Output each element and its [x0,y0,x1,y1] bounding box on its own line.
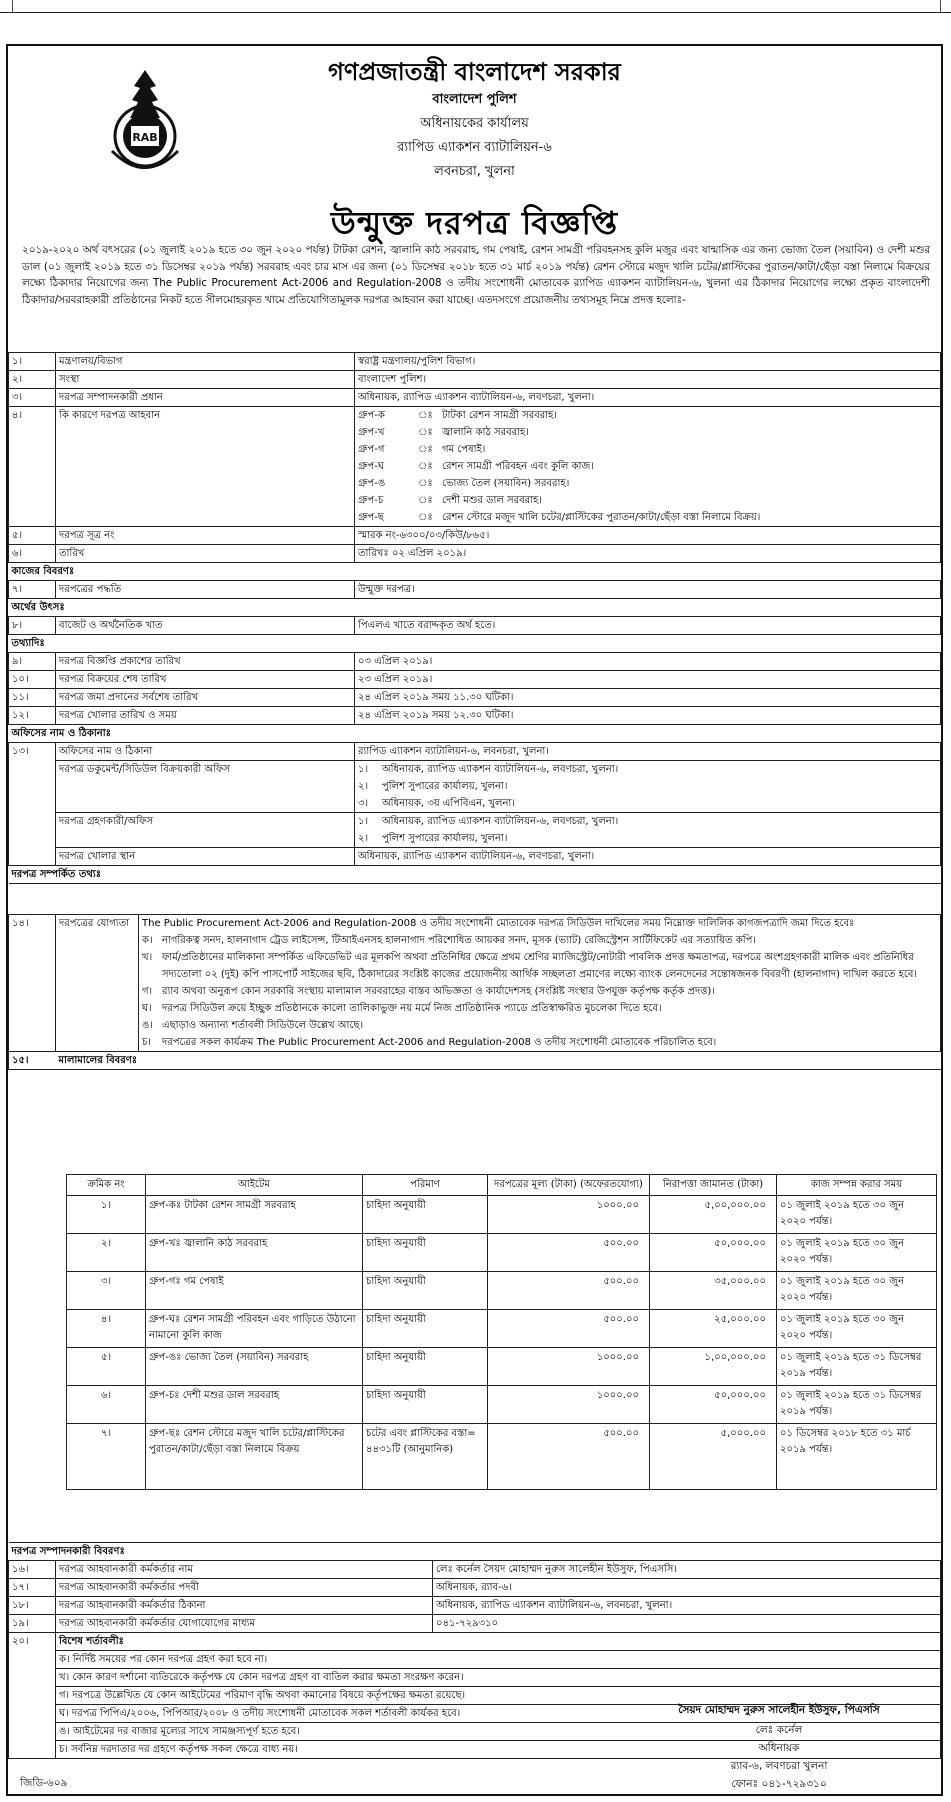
table-row: ১। মন্ত্রণালয়/বিভাগ স্বরাষ্ট্র মন্ত্রণালয়/পুলিশ বিভাগ। [9,353,941,371]
table-row: ৩। গ্রুপ-গঃ গম পেষাই চাহিদা অনুযায়ী ৫০০.০০ ৩৫,০০০.০০ ০১ জুলাই ২০১৯ হতে ৩০ জুন ২০২০ পর্যন্ত। [67,1272,937,1310]
table-row: দরপত্র খোলার স্থান অধিনায়ক, র‌্যাপিড এ্যাকশন ব্যাটালিয়ন-৬, লবণচরা, খুলনা। [9,848,941,866]
top-strip [12,0,941,12]
section-heading: কাজের বিবরণঃ [9,563,941,581]
table-row: ১। গ্রুপ-কঃ টাটকা রেশন সামগ্রী সরবরাহ চাহিদা অনুযায়ী ১০০০.০০ ৫,০০,০০০.০০ ০১ জুলাই ২০১৯ হতে ৩০ জুন ২০২০ পর্যন্ত। [67,1196,937,1234]
table-row: ১১। দরপত্র জমা প্রদানের সর্বশেষ তারিখ ২৪ এপ্রিল ২০১৯ সময় ১১.৩০ ঘটিকা। [9,689,941,707]
table-row: ৪। কি কারণে দরপত্র আহবান গ্রুপ-ক ঃ টাটকা রেশন সামগ্রী সরবরাহ। গ্রুপ-খ ঃ জ্বালানি কাঠ সরবরাহ। গ্রুপ-গ ঃ গম পেষাই। গ্রুপ-ঘ ঃ রেশন সামগ্রী পরিবহন এবং কুলি কাজ। গ্রুপ-ঙ ঃ ভোজ্য তৈল (সয়াবিন) সরবরাহ। গ্রুপ-চ ঃ দেশী মশুর ডাল সরবরাহ। গ্রুপ-ছ ঃ রেশন স্টোরে মজুদ খালি চটের/প্লাস্টিকের পুরাতন/কাটা/ছেঁড়া বস্তা নিলামে বিক্রয়। [9,407,941,527]
org-line3: র‌্যাপিড এ্যাকশন ব্যাটালিয়ন-৬ [397,140,552,155]
tender-notice [6,44,943,1796]
table-row: ১২। দরপত্র খোলার তারিখ ও সময় ২৪ এপ্রিল ২০১৯ সময় ১২.৩০ ঘটিকা। [9,707,941,725]
info-table [8,352,941,884]
table-row: দরপত্র গ্রহণকারী/অফিস ১। অধিনায়ক, র‌্যাপিড এ্যাকশন ব্যাটালিয়ন-৬, লবণচরা, খুলনা। ২। পুলিশ সুপারের কার্যালয়, খুলনা। [9,813,941,848]
signatory-post: অধিনায়ক [758,1742,800,1754]
term-item: ঘ। দরপত্র পিপিএ/২০০৬, পিপিআর/২০০৮ ও তদীয় সংশোধনী মোতাবেক সকল শর্তাবলী কার্যকর হবে। [9,1705,941,1723]
signatory-phone: ফোনঃ ০৪১-৭২৯৩১০ [731,1778,827,1790]
table-row: ৫। দরপত্র সূত্র নং স্মারক নং-৬৩০০/০৩/কিউ/৮৬৫। [9,527,941,545]
gov-title: গণপ্রজাতন্ত্রী বাংলাদেশ সরকার [328,57,621,86]
org-line2: অধিনায়কের কার্যালয় [420,116,529,131]
table-row: ২০। বিশেষ শর্তাবলীঃ [9,1633,941,1651]
table-header: ক্রমিক নং আইটেম পরিমাণ দরপত্রের মূল্য (টাকা) (অফেরতযোগ্য) নিরাপত্তা জামানত (টাকা) কাজ সম্পন্ন করার সময় [67,1175,937,1196]
table-row: ২। গ্রুপ-খঃ জ্বালানি কাঠ সরবরাহ চাহিদা অনুযায়ী ৫০০.০০ ৫০,০০০.০০ ০১ জুলাই ২০১৯ হতে ৩০ জুন ২০২০ পর্যন্ত। [67,1234,937,1272]
signatory-address: র‌্যাব-৬, লবণচরা খুলনা [730,1760,828,1772]
intro-paragraph: ২০১৯-২০২০ অর্থ বৎসরের (০১ জুলাই ২০১৯ হতে ৩০ জুন ২০২০ পর্যন্ত) টাটকা রেশন, জ্বালানি কাঠ সরবরাহ, গম পেষাই, রেশন সামগ্রী পরিবহনসহ কুলি মজুর এবং ষান্মাসিক এর জন্য ভোজ্য তৈল (সয়াবিন) ও দেশী মশুর ডাল (০১ জুলাই ২০১৯ হতে ৩১ ডিসেম্বর ২০১৯ পর্যন্ত) সরবরাহ এবং চার মাস এর জন্য (০১ ডিসেম্বর ২০১৮ হতে ৩১ মার্চ ২০১৯ পর্যন্ত) রেশন স্টোরে মজুদ খালি চটের/প্লাস্টিকের পুরাতন/কাটা/ছেঁড়া বস্তা নিলামে বিক্রয়ের লক্ষ্যে ঠিকাদার নিয়োগের জন্য The Public Procurement Act-2006 and Regulation-2008 ও তদীয় সংশোধনী মোতাবেক র‌্যাপিড এ্যাকশন ব্যাটালিয়ন-৬, খুলনা এর ঠিকাদার নিয়োগের লক্ষ্যে প্রকৃত বাংলাদেশী ঠিকাদার/সরবরাহকারী প্রতিষ্ঠানের নিকট হতে সীলমোহরকৃত খামে প্রতিযোগিতামূলক দরপত্র আহবান করা যাচ্ছে। এতদসংগে প্রয়োজনীয় তথ্যসমূহ নিম্নে প্রদত্ত হলোঃ- [22,244,930,306]
table-row: ১৮। দরপত্র আহবানকারী কর্মকর্তার ঠিকানা অধিনায়ক, র‌্যাপিড এ্যাকশন ব্যাটালিয়ন-৬, লবনচরা, খুলনা। [9,1597,941,1615]
table-row: ১০। দরপত্র বিক্রয়ের শেষ তারিখ ২৩ এপ্রিল ২০১৯। [9,671,941,689]
notice-title: উন্মুক্ত দরপত্র বিজ্ঞপ্তি [330,204,619,242]
table-row: ৪। গ্রুপ-ঘঃ রেশন সামগ্রী পরিবহন এবং গাড়িতে উঠানো নামানো কুলি কাজ চাহিদা অনুযায়ী ৫০০.০০ ২৫,০০০.০০ ০১ জুলাই ২০১৯ হতে ৩০ জুন ২০২০ পর্যন্ত। [67,1310,937,1348]
top-divider [0,12,951,13]
table-row: ৭। গ্রুপ-ছঃ রেশন স্টোরে মজুদ খালি চটের/প্লাস্টিকের পুরাতন/কাটা/ছেঁড়া বস্তা নিলামে বিক্রয় চটের এবং প্লাস্টিকের বস্তা= ৪৪৩১টি (আনুমানিক) ৫০০.০০ ৫,০০০.০০ ০১ ডিসেম্বর ২০১৮ হতে ৩১ মার্চ ২০১৯ পর্যন্ত। [67,1424,937,1490]
signatory-rank: লেঃ কর্নেল [755,1724,803,1736]
org-line1: বাংলাদেশ পুলিশ [432,92,517,107]
table-row: ৮। বাজেট ও অর্থনৈতিক খাত পিএলএ খাতে বরাদ্দকৃত অর্থ হতে। [9,617,941,635]
table-row: ১৪। দরপত্রের যোগ্যতা The Public Procurement Act-2006 and Regulation-2008 ও তদীয় সংশোধনী মোতাবেক দরপত্র সিডিউল দাখিলের সময় নিম্নোক্ত দালিলিক কাগজপত্রাদি জমা দিতে হবেঃ ক। নাগরিকত্ব সনদ, হালনাগাদ ট্রেড লাইসেন্স, টিআইএনসহ হালনাগাদ পরিশোধিত আয়কর সনদ, মূসক (ভ্যাট) রেজিস্ট্রেশন সার্টিফিকেট এর সত্যায়িত কপি। খ। ফার্ম/প্রতিষ্ঠানের মালিকানা সম্পর্কিত এফিডেভিট এর মূলকপি অথবা প্রতিনিধির ক্ষেত্রে প্রথম শ্রেণির ম্যাজিস্ট্রেট/নোটারী পাবলিক প্রদত্ত ক্ষমতাপত্র, দরপত্রে অংশগ্রহণকারী মালিক এবং প্রতিনিধির সদ্যতোলা ০২ (দুই) কপি পাসপোর্ট সাইজের ছবি, ঠিকাদারের সংশ্লিষ্ট কাজের প্রয়োজনীয় আর্থিক সচ্ছলতা প্রমাণের লক্ষ্যে ব্যাংক লেনদেনের সন্তোষজনক বিবরণী (হালনাগাদ) দাখিল করতে হবে। গ। র‌্যাব অথবা অনুরূপ কোন সরকারি সংস্থায় মালামাল সরবরাহের বাস্তব অভিজ্ঞতা ও কার্যাদেশসহ (সংশ্লিষ্ট সংস্থার উপযুক্ত কর্তৃপক্ষ কর্তৃক প্রদত্ত)। ঘ। দরপত্র সিডিউল ক্রয়ে ইচ্ছুক প্রতিষ্ঠানকে কালো তালিকাভুক্ত নয় মর্মে নিজ প্রাতিষ্ঠানিক প্যাডে প্রতিস্বাক্ষরিত মুচলেকা দিতে হবে। ঙ। এছাড়াও অন্যান্য শর্তাবলী সিডিউলে উল্লেখ আছে। চ। দরপত্রের সকল কার্যক্রম The Public Procurement Act-2006 and Regulation-2008 ও তদীয় সংশোধনী মোতাবেক পরিচালিত হবে। [9,915,941,1052]
section-heading: দরপত্র সম্পাদনকারী বিবরণঃ [9,1543,941,1561]
term-item: খ। কোন কারণ দর্শানো ব্যতিরেকে কর্তৃপক্ষ যে কোন দরপত্র গ্রহণ বা বাতিল করার ক্ষমতা সংরক্ষণ করেন। [9,1669,941,1687]
table-row: ৩। দরপত্র সম্পাদনকারী প্রধান অধিনায়ক, র‌্যাপিড এ্যাকশন ব্যাটালিয়ন-৬, লবণচরা, খুলনা। [9,389,941,407]
section-heading: অফিসের নাম ও ঠিকানাঃ [9,725,941,743]
table-row: ১৩। অফিসের নাম ও ঠিকানা র‌্যাপিড এ্যাকশন ব্যাটালিয়ন-৬, লবনচরা, খুলনা। [9,743,941,761]
table-row: ২। সংস্থা বাংলাদেশ পুলিশ। [9,371,941,389]
term-item: ক। নির্দিষ্ট সময়ের পর কোন দরপত্র গ্রহণ করা হবে না। [9,1651,941,1669]
table-row: ১৭। দরপত্র আহবানকারী কর্মকর্তার পদবী অধিনায়ক, র‌্যাব-৬। [9,1579,941,1597]
eligibility-lead: The Public Procurement Act-2006 and Regulation-2008 ও তদীয় সংশোধনী মোতাবেক দরপত্র সিডিউল দাখিলের সময় নিম্নোক্ত দালিলিক কাগজপত্রাদি জমা দিতে হবেঃ [142,918,855,929]
section-heading: অর্থের উৎসঃ [9,599,941,617]
table-row: ১৬। দরপত্র আহবানকারী কর্মকর্তার নাম লেঃ কর্নেল সৈয়দ মোহাম্মদ নুরুস সালেহীন ইউসুফ, পিএসসি। [9,1561,941,1579]
org-line4: লবনচরা, খুলনা [434,164,515,179]
section-heading: তথ্যাদিঃ [9,635,941,653]
table-row: ৬। তারিখ তারিখঃ ০২ এপ্রিল ২০১৯। [9,545,941,563]
term-item: চ। সর্বনিম্ন দরদাতার দর গ্রহণে কর্তৃপক্ষ সকল ক্ষেত্রে বাধ্য নয়। [9,1741,941,1759]
term-item: গ। দরপত্রে উল্লেখিত যে কোন আইটেমের পরিমাণ বৃদ্ধি অথবা কমানোর বিষয়ে কর্তৃপক্ষের ক্ষমতা রয়েছে। [9,1687,941,1705]
signatory-name: সৈয়দ মোহাম্মদ নুরুস সালেহীন ইউসুফ, পিএসসি [678,1704,880,1716]
table-row: ৭। দরপত্রের পদ্ধতি উন্মুক্ত দরপত্র। [9,581,941,599]
footer-code: জিডি-৬০৯ [20,1777,68,1789]
table-row: ১৯। দরপত্র আহবানকারী কর্মকর্তার যোগাযোগের মাধ্যম ০৪১-৭২৯৩১০ [9,1615,941,1633]
section-heading: ১৫। মালামালের বিবরণঃ [9,1052,941,1070]
table-row: ৫। গ্রুপ-ঙঃ ভোজ্য তৈল (সয়াবিন) সরবরাহ চাহিদা অনুযায়ী ১০০০.০০ ১,০০,০০০.০০ ০১ জুলাই ২০১৯ হতে ৩১ ডিসেম্বর ২০১৯ পর্যন্ত। [67,1348,937,1386]
term-item: ঙ। আইটেমের দর বাজার মূল্যের সাথে সামঞ্জস্যপূর্ণ হতে হবে। [9,1723,941,1741]
table-row: ৯। দরপত্র বিজ্ঞপ্তি প্রকাশের তারিখ ০৩ এপ্রিল ২০১৯। [9,653,941,671]
section-heading: দরপত্র সম্পর্কিত তথ্যঃ [9,866,941,884]
table-row: দরপত্র ডকুমেন্ট/সিডিউল বিক্রয়কারী অফিস ১। অধিনায়ক, র‌্যাপিড এ্যাকশন ব্যাটালিয়ন-৬, লবণচরা, খুলনা। ২। পুলিশ সুপারের কার্যালয়, খুলনা। ৩। অধিনায়ক, ৩য় এপিবিএন, খুলনা। [9,761,941,813]
table-row: ৬। গ্রুপ-চঃ দেশী মশুর ডাল সরবরাহ চাহিদা অনুযায়ী ১০০০.০০ ৫০,০০০.০০ ০১ জুলাই ২০১৯ হতে ৩১ ডিসেম্বর ২০১৯ পর্যন্ত। [67,1386,937,1424]
logo-text: RAB [132,131,158,144]
eligibility-table [8,914,941,1070]
goods-table [66,1174,937,1490]
